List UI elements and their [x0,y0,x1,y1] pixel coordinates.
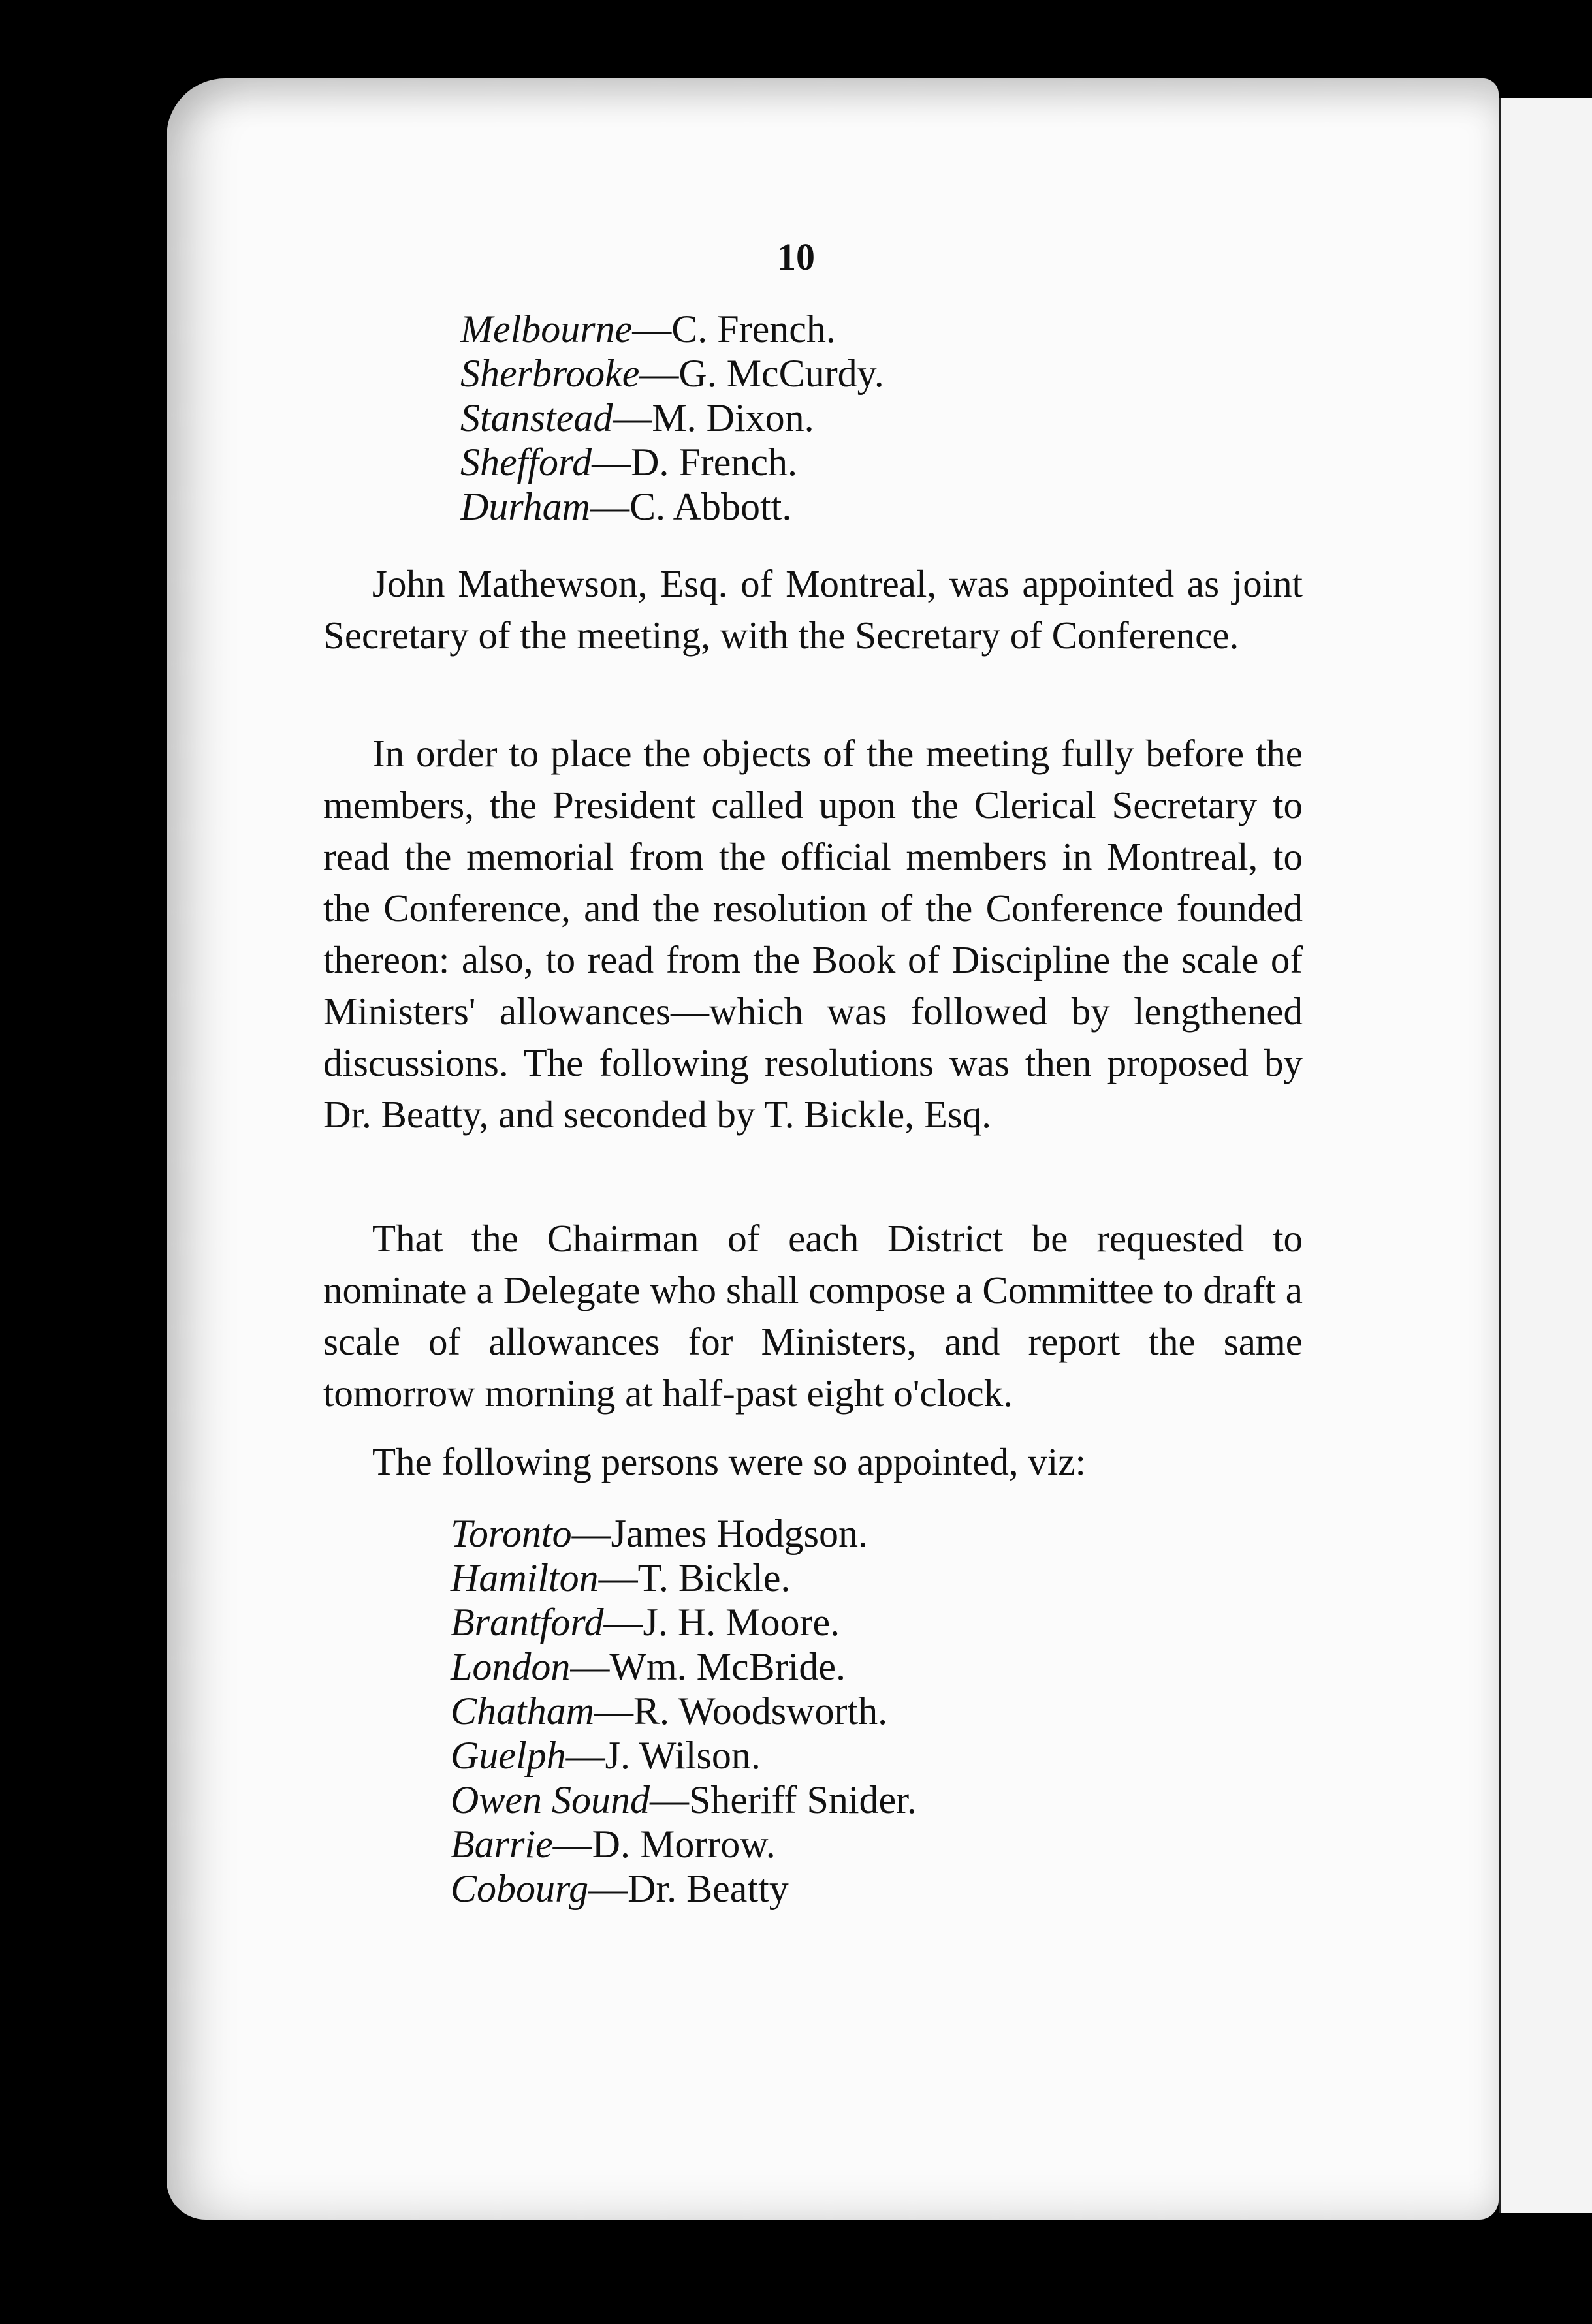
list-item: Barrie—D. Morrow. [451,1823,776,1866]
list-item: London—Wm. McBride. [451,1645,846,1688]
list-item: Stanstead—M. Dixon. [460,396,814,439]
paragraph-resolution: That the Chairman of each District be requested to nominate a Delegate who shall compose a Committee to draft a scale of allowances for Ministers, and report the same tomorrow morning at half-past eight o'clock. [323,1217,1303,1415]
list-item: Durham—C. Abbott. [460,485,792,528]
paragraph-appointed: The following persons were so appointed, viz: [372,1440,1086,1483]
list-item: Hamilton—T. Bickle. [451,1556,791,1599]
list-item: Guelph—J. Wilson. [451,1734,761,1777]
list-item: Brantford—J. H. Moore. [451,1601,840,1644]
page-number: 10 [777,236,815,278]
list-item: Chatham—R. Woodsworth. [451,1689,888,1733]
paragraph-memorial: In order to place the objects of the meeting fully before the members, the President called upon the Clerical Secretary to read the memorial from the official members in Montreal, to the Conference, and the resolution of the Conference founded thereon: also, to read from the Book of Discipline the scale of Ministers' allowances—which was followed by lengthened discussions. The following resolutions was then proposed by Dr. Beatty, and seconded by T. Bickle, Esq. [323,732,1303,1136]
paragraph-secretary: John Mathewson, Esq. of Montreal, was appointed as joint Secretary of the meeting, with the Secretary of Conference. [323,562,1303,657]
list-item: Cobourg—Dr. Beatty [451,1867,789,1910]
list-item: Sherbrooke—G. McCurdy. [460,352,884,395]
district-list-top [460,307,884,529]
list-item: Toronto—James Hodgson. [451,1512,868,1555]
list-item: Shefford—D. French. [460,441,798,484]
list-item: Owen Sound—Sheriff Snider. [451,1778,917,1821]
list-item: Melbourne—C. French. [460,307,836,351]
district-list-bottom [451,1511,917,1911]
facing-page-edge [1499,98,1592,2213]
